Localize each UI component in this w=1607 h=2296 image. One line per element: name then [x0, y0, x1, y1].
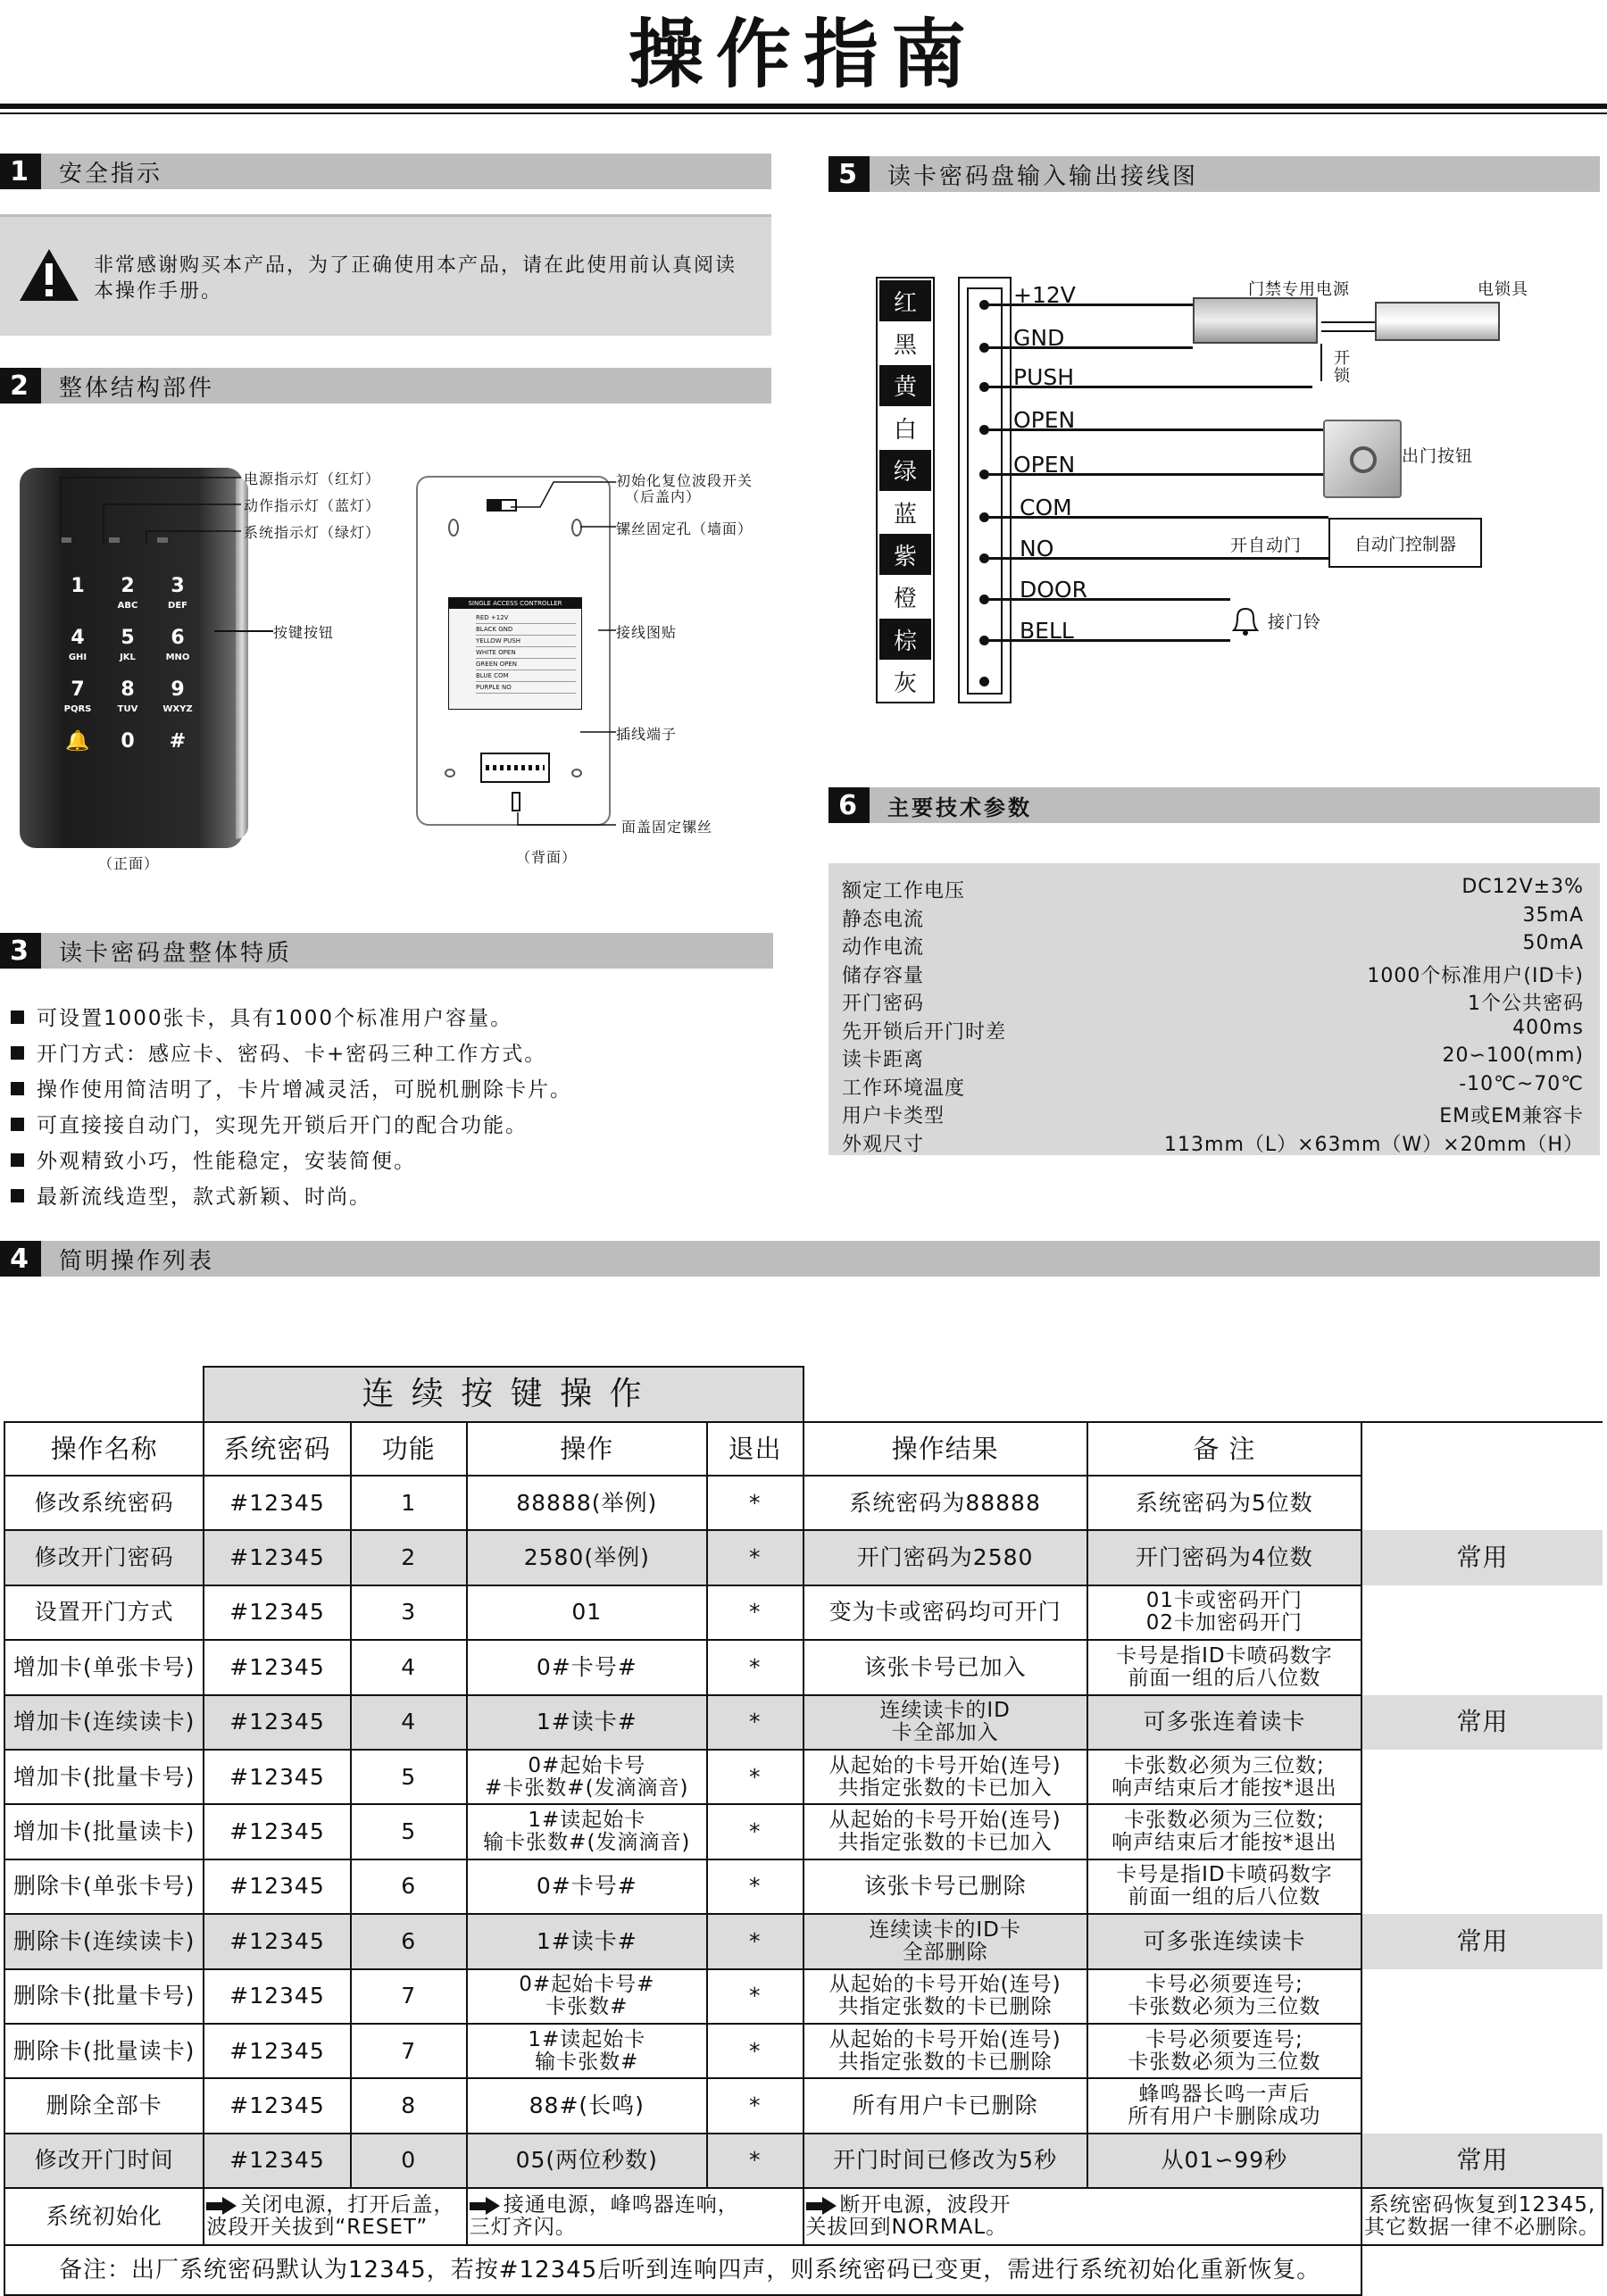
sticker-line: RED +12V [476, 612, 576, 624]
operation-cell: 2580(举例) [467, 1530, 707, 1585]
keypad-key: 🔔 [65, 730, 90, 753]
keypad-key-letters: PQRS [63, 704, 92, 714]
wire-color-cell: 黄 [879, 365, 931, 406]
auto-door-controller: 自动门控制器 [1328, 518, 1482, 568]
section-title: 读卡密码盘整体特质 [59, 939, 293, 967]
feature-item: 操作使用简洁明了，卡片增减灵活，可脱机删除卡片。 [11, 1073, 572, 1102]
result-cell: 该张卡号已删除 [804, 1859, 1087, 1914]
spec-label: 外观尺寸 [842, 1133, 925, 1156]
sticker-line: YELLOW PUSH [476, 636, 576, 647]
screw-hole-label: 镙丝固定孔（墙面） [616, 520, 754, 537]
keypad-key: 4 GHI [57, 628, 98, 670]
safety-warning-box [0, 214, 771, 336]
exit-cell: * [707, 1750, 804, 1804]
note-cell: 01卡或密码开门 02卡加密码开门 [1087, 1585, 1361, 1640]
operation-cell: 88888(举例) [467, 1476, 707, 1530]
spec-value: 113mm（L）×63mm（W）×20mm（H） [1164, 1133, 1584, 1156]
spec-label: 工作环境温度 [842, 1077, 966, 1100]
back-callout-lines [500, 473, 625, 830]
result-cell: 所有用户卡已删除 [804, 2078, 1087, 2133]
keypad-key-letters: TUV [117, 704, 138, 714]
terminal-dot [979, 343, 989, 353]
feature-item: 可直接接自动门，实现先开锁后开门的配合功能。 [11, 1109, 528, 1138]
wire-color-cell: 棕 [879, 619, 931, 660]
spec-label: 开门密码 [842, 993, 925, 1015]
note-cell: 卡张数必须为三位数; 响声结束后才能按*退出 [1087, 1750, 1361, 1804]
spec-label: 动作电流 [842, 936, 925, 959]
wire-color-cell: 蓝 [893, 501, 917, 528]
led-action-label: 动作指示灯（蓝灯） [244, 497, 381, 514]
section-title: 主要技术参数 [887, 794, 1032, 820]
exit-cell: * [707, 2134, 804, 2188]
section-number: 1 [0, 154, 41, 189]
keypad-key: 7 PQRS [57, 680, 98, 721]
spec-value: DC12V±3% [1461, 876, 1584, 898]
common-tag [1361, 1859, 1603, 1914]
op-name-cell: 删除卡(批量读卡) [4, 2024, 204, 2078]
op-name-cell: 增加卡(批量读卡) [4, 1804, 204, 1859]
terminal-dot [979, 636, 989, 645]
led-callout-lines [54, 469, 250, 558]
terminal-label: BELL [1020, 618, 1074, 644]
common-tag: 常用 [1361, 1530, 1603, 1585]
header-cell: 备 注 [1087, 1422, 1361, 1476]
note-cell: 可多张连续读卡 [1087, 1914, 1361, 1968]
table-row [4, 2134, 1607, 2188]
footnote: 备注：出厂系统密码默认为12345，若按#12345后听到连响四声，则系统密码已变更，需进行系统初始化重新恢复。 [4, 2245, 1361, 2295]
note-cell: 系统密码恢复到12345, 其它数据一律不必删除。 [1361, 2188, 1603, 2245]
operation-cell: 0#起始卡号 #卡张数#(发滴滴音) [467, 1750, 707, 1804]
system-password-cell: #12345 [204, 1859, 350, 1914]
lock-label: 电锁具 [1478, 280, 1528, 299]
spec-label: 用户卡类型 [842, 1105, 945, 1127]
keypad-key-letters: MNO [165, 653, 190, 662]
terminal-label: PUSH [1013, 364, 1075, 390]
terminal-label: DOOR [1020, 577, 1087, 603]
title-rule-thin [0, 112, 1607, 114]
doorbell-label: 接门铃 [1268, 612, 1322, 632]
table-row [4, 1695, 1607, 1750]
operation-cell: 1#读起始卡 输卡张数# [467, 2024, 707, 2078]
wire-color-cell: 灰 [893, 670, 917, 698]
operation-cell: 0#卡号# [467, 1859, 707, 1914]
keypad-key: # [169, 730, 187, 753]
spec-row [842, 932, 1584, 958]
unlock-arrow-shaft [1320, 344, 1322, 381]
system-password-cell: #12345 [204, 2134, 350, 2188]
function-cell: 6 [351, 1914, 467, 1968]
spec-label: 储存容量 [842, 964, 925, 987]
terminal-label: +12V [1013, 282, 1076, 308]
header-cell: 操作结果 [804, 1422, 1087, 1476]
screw-hole-lower-left [445, 769, 455, 778]
result-cell: 连续读卡的ID 卡全部加入 [804, 1695, 1087, 1750]
system-password-cell: #12345 [204, 1530, 350, 1585]
result-cell: 该张卡号已加入 [804, 1640, 1087, 1694]
exit-cell: * [707, 1914, 804, 1968]
title-rule [0, 104, 1607, 109]
sticker-line: BLUE COM [476, 670, 576, 682]
op-name-cell: 设置开门方式 [4, 1585, 204, 1640]
section-2-header [0, 368, 771, 403]
screw-hole-left [448, 519, 459, 537]
section-5-header [828, 156, 1600, 192]
op-name-cell: 增加卡(单张卡号) [4, 1640, 204, 1694]
sticker-title: SINGLE ACCESS CONTROLLER [449, 598, 581, 609]
function-cell: 5 [351, 1750, 467, 1804]
power-supply-icon [1193, 297, 1318, 344]
spec-value: 400ms [1512, 1016, 1584, 1039]
function-cell: 7 [351, 1969, 467, 2024]
operation-cell: 0#起始卡号# 卡张数# [467, 1969, 707, 2024]
feature-item: 可设置1000张卡，具有1000个标准用户容量。 [11, 1002, 512, 1031]
note-cell: 卡号是指ID卡喷码数字 前面一组的后八位数 [1087, 1859, 1361, 1914]
spec-value: EM或EM兼容卡 [1439, 1105, 1584, 1127]
table-row [4, 2024, 1607, 2078]
arrow-icon [806, 2197, 837, 2215]
arrow-icon [206, 2197, 237, 2215]
reset-switch-label-2: （后盖内） [625, 488, 702, 505]
section-number: 2 [0, 368, 41, 403]
spec-row [842, 961, 1584, 986]
table-row [4, 1530, 1607, 1585]
wire-color-cell: 橙 [893, 586, 917, 613]
spec-row [842, 1073, 1584, 1099]
led-system-label: 系统指示灯（绿灯） [244, 524, 381, 541]
function-cell: 0 [351, 2134, 467, 2188]
system-password-cell: #12345 [204, 1640, 350, 1694]
exit-cell: * [707, 1476, 804, 1530]
exit-cell: * [707, 2024, 804, 2078]
keypad-key-letters: DEF [168, 601, 187, 611]
common-tag: 常用 [1361, 1695, 1603, 1750]
terminal-dot [979, 382, 989, 392]
note-cell: 卡号必须要连号; 卡张数必须为三位数 [1087, 1969, 1361, 2024]
table-row [4, 1804, 1607, 1859]
power-supply-label: 门禁专用电源 [1248, 280, 1350, 299]
function-cell: 4 [351, 1695, 467, 1750]
table-row [4, 1585, 1607, 1640]
system-password-cell: #12345 [204, 1695, 350, 1750]
op-name-cell: 增加卡(连续读卡) [4, 1695, 204, 1750]
system-password-cell: #12345 [204, 1750, 350, 1804]
sticker-line: BLACK GND [476, 624, 576, 636]
doorbell-icon [1230, 605, 1261, 637]
system-password-cell: #12345 [204, 1969, 350, 2024]
keypad-key: 6 MNO [157, 628, 198, 670]
feature-item: 外观精致小巧，性能稳定，安装简便。 [11, 1144, 416, 1174]
op-name-cell: 删除卡(单张卡号) [4, 1859, 204, 1914]
terminal-label: GND [1013, 325, 1065, 351]
arrow-icon [470, 2197, 500, 2215]
header-cell: 退出 [707, 1422, 804, 1476]
terminal-dot [979, 595, 989, 604]
terminal-dot [979, 512, 989, 522]
sticker-line: WHITE OPEN [476, 647, 576, 659]
wire-color-cell: 黑 [893, 331, 917, 359]
exit-cell: * [707, 1695, 804, 1750]
section-title: 整体结构部件 [59, 374, 215, 402]
op-name-cell: 修改开门密码 [4, 1530, 204, 1585]
exit-cell: * [707, 1640, 804, 1694]
terminal-label: OPEN [1013, 407, 1076, 433]
exit-cell: * [707, 2078, 804, 2133]
terminal-label: 插线端子 [616, 726, 678, 743]
keys-callout-line [214, 630, 273, 632]
empty-cell [1361, 2245, 1603, 2295]
header-cell: 操作 [467, 1422, 707, 1476]
exit-button-icon [1323, 420, 1402, 498]
header-cell: 操作名称 [4, 1422, 204, 1476]
system-password-cell: #12345 [204, 1476, 350, 1530]
function-cell: 4 [351, 1640, 467, 1694]
result-cell: 从起始的卡号开始(连号) 共指定张数的卡已删除 [804, 1969, 1087, 2024]
common-tag: 常用 [1361, 2134, 1603, 2188]
section-3-header [0, 933, 773, 969]
wire-color-cell: 紫 [879, 534, 931, 575]
table-row [4, 1969, 1607, 2024]
result-cell: 从起始的卡号开始(连号) 共指定张数的卡已加入 [804, 1750, 1087, 1804]
exit-cell: * [707, 1859, 804, 1914]
terminal-label: COM [1020, 495, 1072, 520]
keypad-key-letters: WXYZ [162, 704, 193, 714]
op-name-cell: 删除全部卡 [4, 2078, 204, 2133]
result-cell: 从起始的卡号开始(连号) 共指定张数的卡已删除 [804, 2024, 1087, 2078]
keypad-key: 1 [71, 575, 85, 597]
spec-label: 读卡距离 [842, 1049, 925, 1071]
op-name-cell: 增加卡(批量卡号) [4, 1750, 204, 1804]
operation-cell: 1#读卡# [467, 1695, 707, 1750]
spec-row [842, 1129, 1584, 1155]
terminal-dot [979, 470, 989, 479]
function-cell: 6 [351, 1859, 467, 1914]
note-cell: 开门密码为4位数 [1087, 1530, 1361, 1585]
spec-label: 额定工作电压 [842, 880, 966, 903]
note-cell: 可多张连着读卡 [1087, 1695, 1361, 1750]
note-cell: 蜂鸣器长鸣一声后 所有用户卡删除成功 [1087, 2078, 1361, 2133]
back-caption: （背面） [516, 849, 578, 866]
section-number: 3 [0, 933, 41, 969]
keypad-key: 2 ABC [107, 577, 148, 618]
keypad-key-letters: JKL [120, 653, 136, 662]
spec-row [842, 1044, 1584, 1070]
terminal-dot [979, 677, 989, 686]
common-tag [1361, 1476, 1603, 1530]
section-number: 4 [0, 1241, 41, 1277]
result-cell: 开门时间已修改为5秒 [804, 2134, 1087, 2188]
safety-warning-text: 非常感谢购买本产品，为了正确使用本产品，请在此使用前认真阅读本操作手册。 [94, 254, 737, 303]
table-row [4, 1476, 1607, 1530]
page-title: 操作指南 [628, 11, 978, 98]
system-password-cell: #12345 [204, 1914, 350, 1968]
operation-table [4, 1366, 1607, 2296]
init-row [4, 2188, 1607, 2245]
wire-color-cell: 红 [879, 280, 931, 321]
function-cell: 7 [351, 2024, 467, 2078]
section-number: 5 [828, 156, 870, 192]
keypad-key: 8 TUV [107, 680, 148, 721]
system-password-cell: #12345 [204, 2078, 350, 2133]
table-row [4, 2078, 1607, 2133]
terminal-dot [979, 425, 989, 435]
table-row [4, 1750, 1607, 1804]
spec-value: 1个公共密码 [1468, 993, 1584, 1015]
note-cell: 卡张数必须为三位数; 响声结束后才能按*退出 [1087, 1804, 1361, 1859]
exit-button-label: 出门按钮 [1402, 446, 1474, 466]
feature-item: 开门方式：感应卡、密码、卡+密码三种工作方式。 [11, 1037, 546, 1067]
cover-screw-label: 面盖固定镙丝 [621, 819, 713, 836]
common-tag [1361, 1804, 1603, 1859]
spec-value: 1000个标准用户(ID卡) [1367, 964, 1584, 987]
table-header-row [4, 1422, 1607, 1476]
electric-lock-icon [1375, 302, 1500, 341]
spec-row [842, 988, 1584, 1014]
header-cell: 功能 [351, 1422, 467, 1476]
operation-cell: 05(两位秒数) [467, 2134, 707, 2188]
function-cell: 3 [351, 1585, 467, 1640]
keypad-key: 5 JKL [107, 628, 148, 670]
header-cell: 系统密码 [204, 1422, 350, 1476]
table-row [4, 1640, 1607, 1694]
keypad-key: 3 DEF [157, 577, 198, 618]
feature-item: 最新流线造型，款式新颖、时尚。 [11, 1180, 371, 1210]
keypad-key-letters: GHI [68, 653, 87, 662]
function-cell: 5 [351, 1804, 467, 1859]
spec-row [842, 1017, 1584, 1043]
keypad-key: 0 [121, 730, 135, 753]
spec-value: 35mA [1522, 903, 1584, 927]
spec-value: -10℃~70℃ [1459, 1072, 1584, 1095]
init-step-cell: 断开电源，波段开 关拔回到NORMAL。 [804, 2188, 1361, 2245]
operation-cell: 0#卡号# [467, 1640, 707, 1694]
op-name-cell: 修改系统密码 [4, 1476, 204, 1530]
common-tag [1361, 1750, 1603, 1804]
result-cell: 开门密码为2580 [804, 1530, 1087, 1585]
common-tag [1361, 1640, 1603, 1694]
section-title: 安全指示 [59, 160, 163, 187]
op-name-cell: 修改开门时间 [4, 2134, 204, 2188]
footnote-row [4, 2245, 1607, 2295]
system-password-cell: #12345 [204, 1585, 350, 1640]
function-cell: 8 [351, 2078, 467, 2133]
result-cell: 从起始的卡号开始(连号) 共指定张数的卡已加入 [804, 1804, 1087, 1859]
result-cell: 连续读卡的ID卡 全部删除 [804, 1914, 1087, 1968]
spec-row [842, 904, 1584, 930]
op-name-cell: 系统初始化 [4, 2188, 204, 2245]
empty-cell [1603, 2188, 1607, 2245]
section-1-header [0, 154, 771, 189]
section-number: 6 [828, 787, 870, 823]
terminal-label: OPEN [1013, 452, 1076, 478]
spec-value: 20∽100(mm) [1442, 1044, 1584, 1067]
keypad-key-letters: ABC [117, 601, 138, 611]
common-tag [1361, 2024, 1603, 2078]
warning-icon [18, 247, 80, 303]
operation-cell: 1#读卡# [467, 1914, 707, 1968]
note-cell: 系统密码为5位数 [1087, 1476, 1361, 1530]
common-tag [1361, 2078, 1603, 2133]
operation-cell: 01 [467, 1585, 707, 1640]
terminal-dot [979, 553, 989, 563]
lock-wire [1321, 321, 1375, 323]
keypad-key: 9 WXYZ [157, 680, 198, 721]
exit-cell: * [707, 1530, 804, 1585]
spec-box [828, 863, 1600, 1155]
table-row [4, 1859, 1607, 1914]
system-password-cell: #12345 [204, 2024, 350, 2078]
exit-cell: * [707, 1969, 804, 2024]
op-name-cell: 删除卡(连续读卡) [4, 1914, 204, 1968]
common-tag [1361, 1969, 1603, 2024]
section-title: 读卡密码盘输入输出接线图 [887, 162, 1199, 190]
unlock-label: 开锁 [1334, 349, 1351, 386]
section-4-header [0, 1241, 1600, 1277]
exit-cell: * [707, 1804, 804, 1859]
spec-label: 先开锁后开门时差 [842, 1020, 1007, 1044]
function-cell: 1 [351, 1476, 467, 1530]
keys-label: 按键按钮 [273, 624, 335, 641]
common-tag [1361, 1585, 1603, 1640]
terminal-dot [979, 300, 989, 310]
system-password-cell: #12345 [204, 1804, 350, 1859]
section-title: 简明操作列表 [59, 1247, 215, 1275]
common-tag: 常用 [1361, 1914, 1603, 1968]
note-cell: 从01∽99秒 [1087, 2134, 1361, 2188]
wire-color-cell: 白 [893, 416, 917, 444]
sticker-line: PURPLE NO [476, 682, 576, 694]
spec-label: 静态电流 [842, 908, 925, 931]
op-name-cell: 删除卡(批量卡号) [4, 1969, 204, 2024]
section-6-header [828, 787, 1600, 823]
auto-door-open-label: 开自动门 [1230, 536, 1303, 555]
result-cell: 系统密码为88888 [804, 1476, 1087, 1530]
note-cell: 卡号必须要连号; 卡张数必须为三位数 [1087, 2024, 1361, 2078]
result-cell: 变为卡或密码均可开门 [804, 1585, 1087, 1640]
sticker-label: 接线图贴 [616, 624, 678, 641]
operation-cell: 1#读起始卡 输卡张数#(发滴滴音) [467, 1804, 707, 1859]
spec-row [842, 1101, 1584, 1127]
reset-switch-label: 初始化复位波段开关 [616, 472, 754, 489]
init-step-cell: 接通电源，峰鸣器连响， 三灯齐闪。 [467, 2188, 804, 2245]
led-power-label: 电源指示灯（红灯） [244, 470, 381, 487]
wire-color-cell: 绿 [879, 450, 931, 491]
terminal-label: NO [1020, 536, 1054, 562]
sticker-line: GREEN OPEN [476, 659, 576, 670]
function-cell: 2 [351, 1530, 467, 1585]
lock-wire-2 [1321, 330, 1375, 332]
group-header: 连 续 按 键 操 作 [204, 1367, 803, 1422]
note-cell: 卡号是指ID卡喷码数字 前面一组的后八位数 [1087, 1640, 1361, 1694]
operation-cell: 88#(长鸣) [467, 2078, 707, 2133]
init-step-cell: 关闭电源，打开后盖， 波段开关拔到“RESET” [204, 2188, 466, 2245]
table-row [4, 1914, 1607, 1968]
exit-cell: * [707, 1585, 804, 1640]
front-caption: （正面） [98, 855, 160, 872]
spec-row [842, 876, 1584, 902]
spec-value: 50mA [1522, 932, 1584, 954]
